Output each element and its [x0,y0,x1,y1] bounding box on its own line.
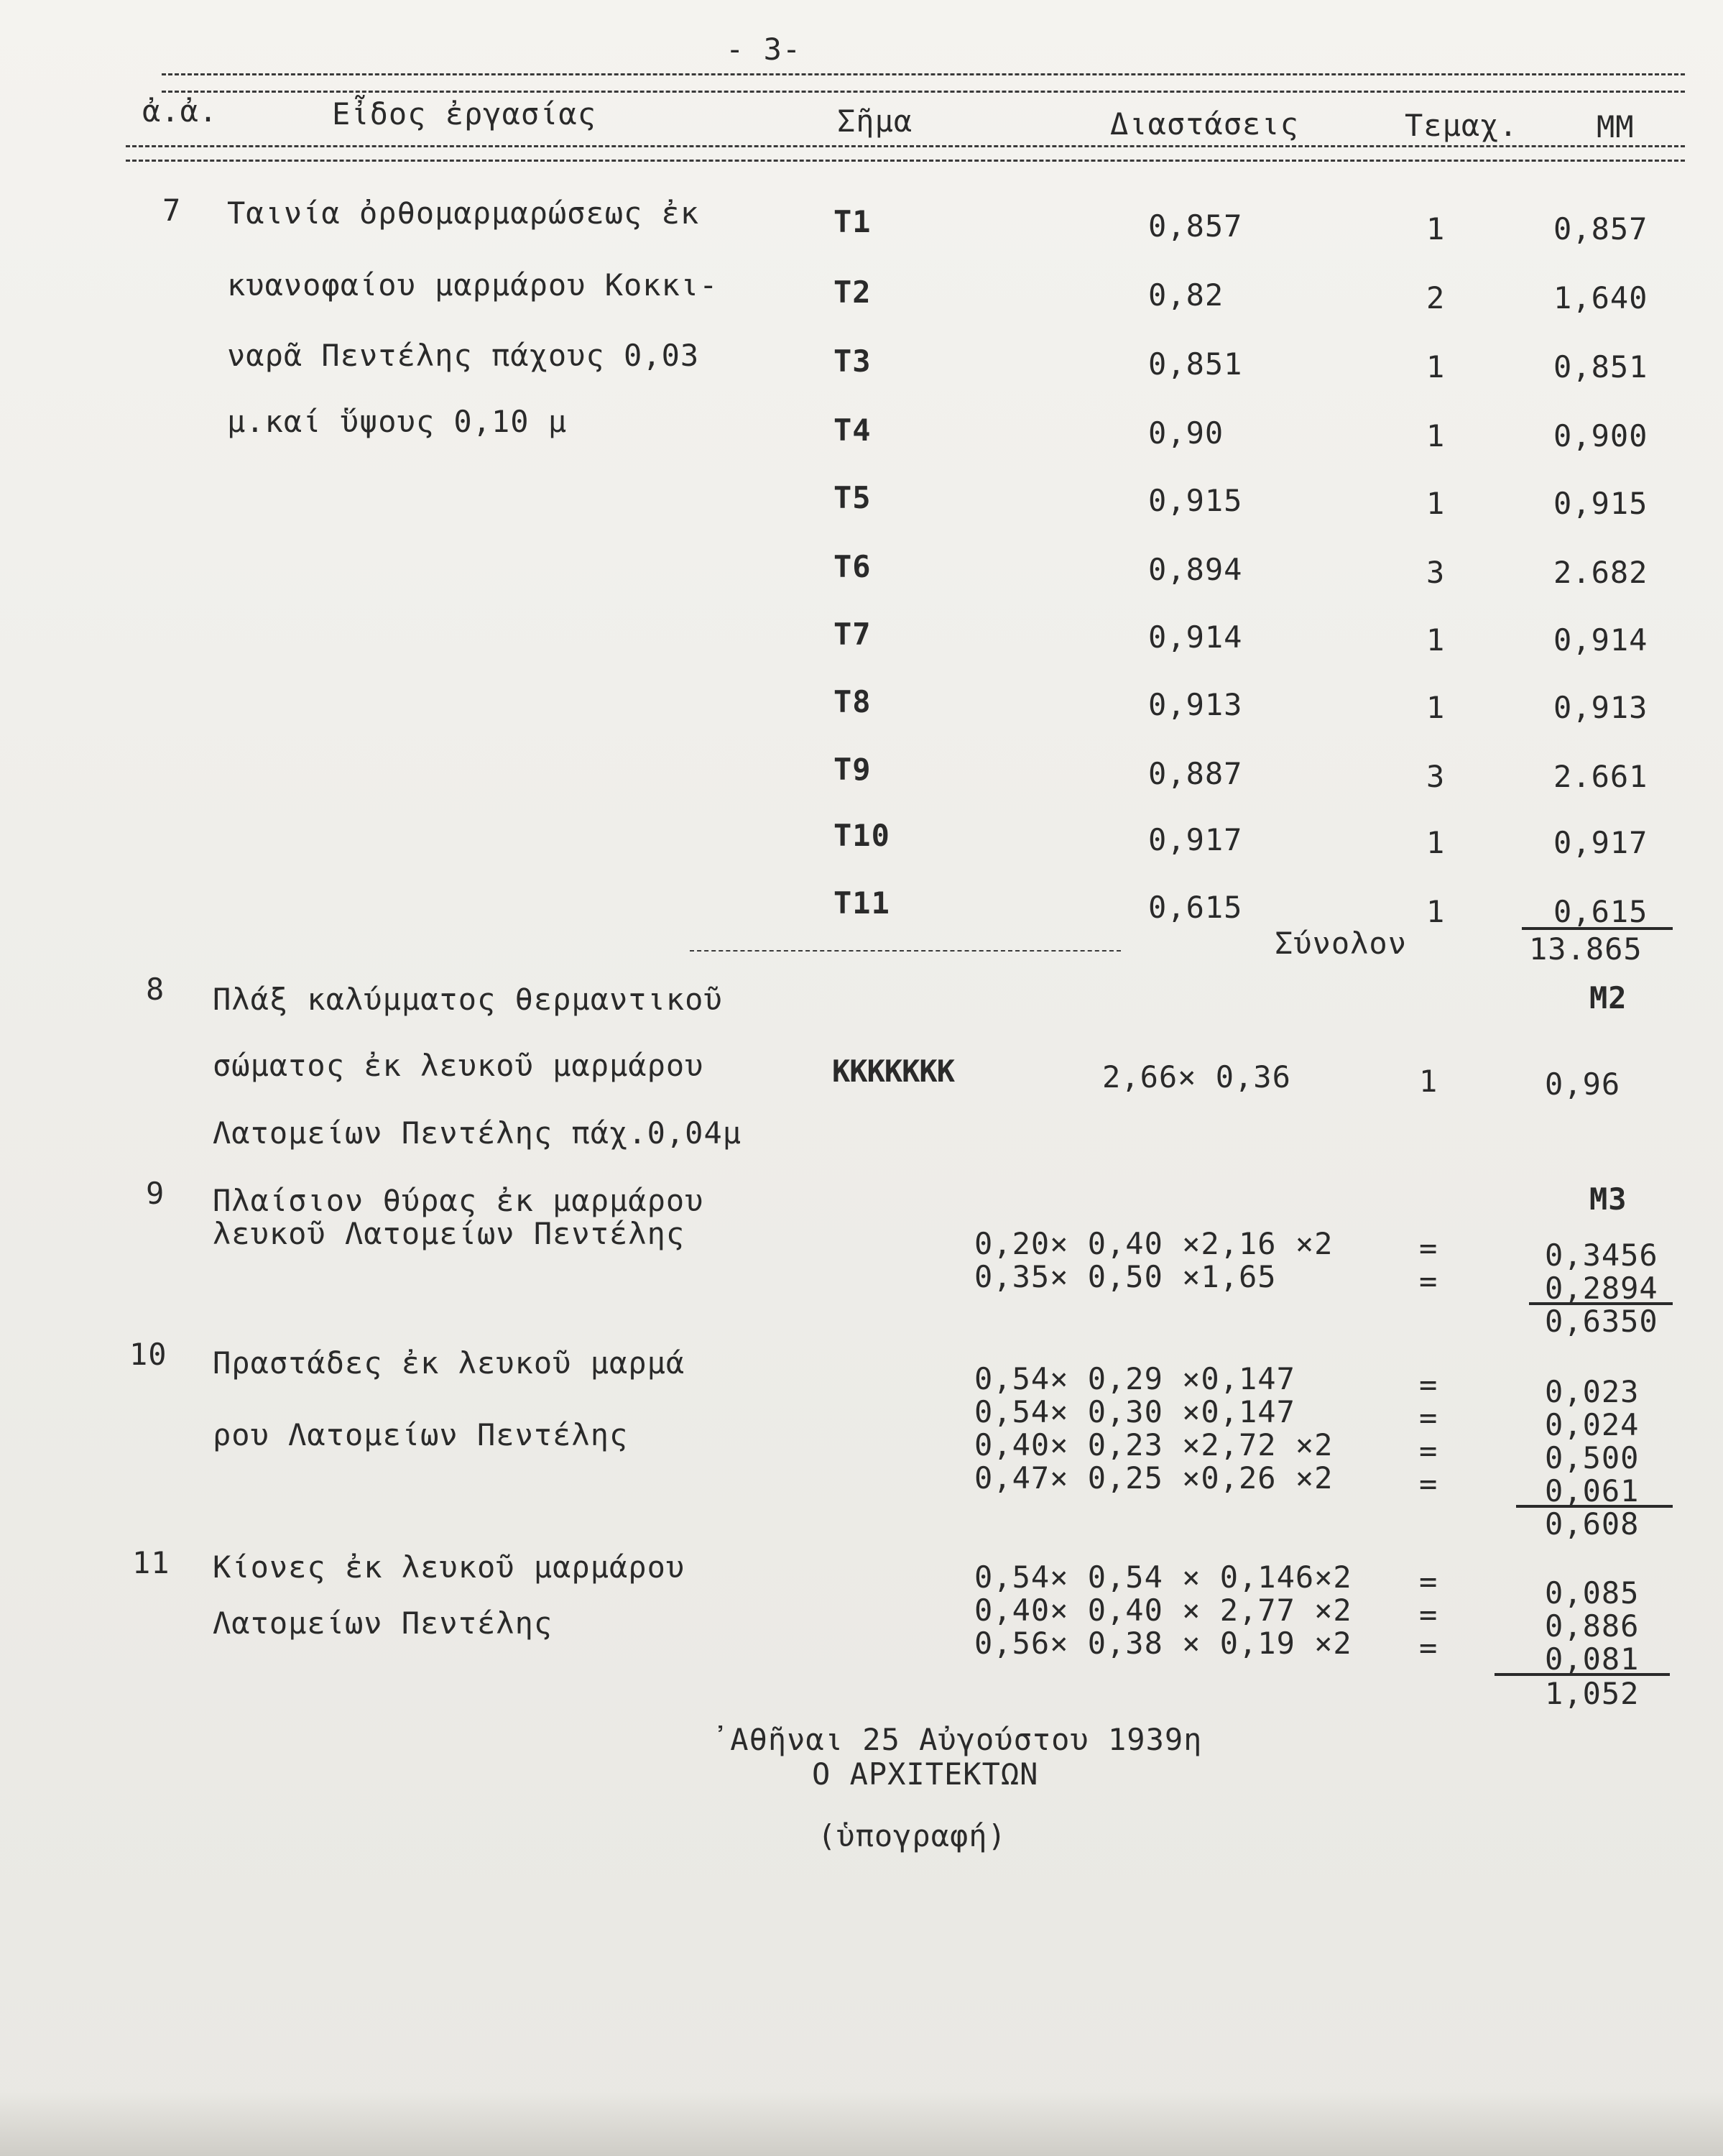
item7-row-count: 1 [1426,690,1446,725]
page-number: - 3- [726,32,802,67]
header-mm: ΜΜ [1597,109,1635,144]
item10-total: 0,608 [1545,1506,1640,1542]
header-top-rule [162,73,1685,75]
item7-row-sign: Τ11 [833,885,890,921]
item7-row-sign: Τ6 [833,549,872,584]
item9-desc-line: λευκοῦ Λατομείων Πεντέλης [213,1216,685,1251]
signature-note: (ὑπογραφή) [818,1818,1007,1853]
item7-row-sign: Τ10 [833,818,890,853]
header-temach: Τεμαχ. [1405,108,1518,143]
item7-row-dim: 0,90 [1148,415,1224,451]
item10-calc-formula: 0,47× 0,25 ×0,26 ×2 [974,1460,1334,1496]
item8-count: 1 [1419,1064,1438,1099]
item7-row-mm: 0,857 [1553,211,1648,247]
header-aa: ἀ.ἀ. [142,93,218,129]
item7-row-dim: 0,915 [1148,483,1243,518]
item7-row-count: 1 [1426,825,1446,860]
item7-total-label: Σύνολον [1275,926,1408,961]
item10-calc-eq: = [1419,1433,1438,1468]
item7-row-dim: 0,851 [1148,346,1243,382]
item7-row-mm: 1,640 [1553,280,1648,315]
item9-calc-eq: = [1419,1230,1438,1266]
item7-row-sign: Τ9 [833,752,872,787]
item7-row-count: 1 [1426,486,1446,521]
item11-calc-formula: 0,40× 0,40 × 2,77 ×2 [974,1593,1352,1628]
item10-calc-formula: 0,40× 0,23 ×2,72 ×2 [974,1427,1334,1462]
item11-calc-formula: 0,54× 0,54 × 0,146×2 [974,1560,1352,1595]
item7-row-sign: Τ3 [833,344,872,379]
place-date: ᾿Αθῆναι 25 Αὐγούστου 1939η [711,1722,1203,1757]
item7-number: 7 [162,193,182,228]
item7-separator [690,950,1121,952]
item8-desc-line: σώματος ἐκ λευκοῦ μαρμάρου [213,1048,704,1083]
item7-row-count: 2 [1426,280,1446,315]
item11-desc-line: Κίονες ἐκ λευκοῦ μαρμάρου [213,1549,685,1585]
item10-calc-value: 0,023 [1545,1374,1640,1409]
header-bottom-rule [126,145,1685,147]
architect-title: Ο ΑΡΧΙΤΕΚΤΩΝ [812,1756,1039,1792]
item11-calc-value: 0,886 [1545,1608,1640,1644]
item7-row-mm: 0,900 [1553,418,1648,453]
item7-row-sign: Τ4 [833,413,872,448]
item11-calc-value: 0,081 [1545,1641,1640,1677]
item11-number: 11 [132,1545,170,1580]
item7-row-mm: 0,917 [1553,825,1648,860]
item9-calc-eq: = [1419,1263,1438,1299]
item8-mm: 0,96 [1545,1067,1621,1102]
item8-schima: ΚΚΚΚΚΚΚ [832,1054,955,1089]
item7-row-count: 1 [1426,894,1446,929]
item7-row-sign: Τ7 [833,617,872,652]
item7-row-mm: 2.661 [1553,759,1648,794]
item7-row-mm: 2.682 [1553,555,1648,590]
item7-total: 13.865 [1529,931,1643,967]
header-diastaseis: Διαστάσεις [1110,106,1299,142]
item9-calc-formula: 0,20× 0,40 ×2,16 ×2 [974,1226,1334,1261]
item7-row-dim: 0,914 [1148,619,1243,655]
item8-number: 8 [146,972,165,1007]
item10-calc-formula: 0,54× 0,30 ×0,147 [974,1394,1295,1429]
item10-number: 10 [129,1337,167,1372]
item7-row-dim: 0,887 [1148,756,1243,791]
item9-total: 0,6350 [1545,1304,1658,1339]
item10-calc-eq: = [1419,1466,1438,1501]
item7-row-mm: 0,914 [1553,622,1648,658]
item10-calc-formula: 0,54× 0,29 ×0,147 [974,1361,1295,1396]
item9-calc-value: 0,3456 [1545,1238,1658,1273]
item8-desc-line: Λατομείων Πεντέλης πάχ.0,04μ [213,1115,742,1151]
item9-unit: Μ3 [1589,1181,1627,1217]
header-top-rule-2 [162,91,1685,93]
item10-calc-value: 0,061 [1545,1473,1640,1508]
item7-row-dim: 0,82 [1148,277,1224,313]
header-schima: Σῆμα [837,103,913,139]
item7-row-dim: 0,615 [1148,890,1243,925]
item7-row-dim: 0,913 [1148,687,1243,722]
item11-calc-value: 0,085 [1545,1575,1640,1611]
item7-desc-line: Ταινία ὀρθομαρμαρώσεως ἐκ [227,195,700,231]
item7-row-mm: 0,851 [1553,349,1648,384]
header-bottom-rule-2 [126,160,1685,162]
item7-row-dim: 0,857 [1148,208,1243,244]
item7-row-count: 1 [1426,349,1446,384]
item10-calc-value: 0,500 [1545,1440,1640,1475]
item7-row-count: 3 [1426,759,1446,794]
item11-desc-line: Λατομείων Πεντέλης [213,1606,553,1641]
item7-row-sign: Τ2 [833,275,872,310]
item7-row-sign: Τ8 [833,684,872,719]
item7-desc-line: κυανοφαίου μαρμάρου Κοκκι- [227,267,719,303]
item7-row-count: 3 [1426,555,1446,590]
item11-calc-eq: = [1419,1597,1438,1632]
header-eidos: Εἶδος ἐργασίας [332,96,597,132]
item7-row-count: 1 [1426,418,1446,453]
item9-calc-value: 0,2894 [1545,1271,1658,1306]
item11-calc-formula: 0,56× 0,38 × 0,19 ×2 [974,1626,1352,1661]
item10-calc-value: 0,024 [1545,1407,1640,1442]
item7-row-dim: 0,917 [1148,822,1243,857]
item9-number: 9 [146,1176,165,1211]
item9-desc-line: Πλαίσιον θύρας ἐκ μαρμάρου [213,1183,704,1218]
item10-calc-eq: = [1419,1367,1438,1402]
item8-unit: Μ2 [1589,980,1627,1015]
item7-row-dim: 0,894 [1148,552,1243,587]
item8-dim: 2,66× 0,36 [1102,1059,1291,1095]
item7-row-mm: 0,915 [1553,486,1648,521]
item7-row-mm: 0,913 [1553,690,1648,725]
item7-desc-line: μ.καί ὕψους 0,10 μ [227,404,568,439]
item7-row-mm: 0,615 [1553,894,1648,929]
item7-desc-line: ναρᾶ Πεντέλης πάχους 0,03 [227,338,700,373]
paper-edge-shadow [0,2091,1723,2156]
item7-sum-rule [1522,927,1673,930]
item7-row-count: 1 [1426,211,1446,247]
item10-desc-line: ρου Λατομείων Πεντέλης [213,1417,629,1452]
item7-row-count: 1 [1426,622,1446,658]
item9-calc-formula: 0,35× 0,50 ×1,65 [974,1259,1277,1294]
item8-desc-line: Πλάξ καλύμματος θερμαντικοῦ [213,982,723,1017]
item7-row-sign: Τ1 [833,204,872,239]
item10-desc-line: Πραστάδες ἐκ λευκοῦ μαρμά [213,1345,685,1381]
item11-total: 1,052 [1545,1676,1640,1711]
item10-calc-eq: = [1419,1400,1438,1435]
item7-row-sign: Τ5 [833,480,872,515]
item11-calc-eq: = [1419,1630,1438,1665]
item11-calc-eq: = [1419,1564,1438,1599]
